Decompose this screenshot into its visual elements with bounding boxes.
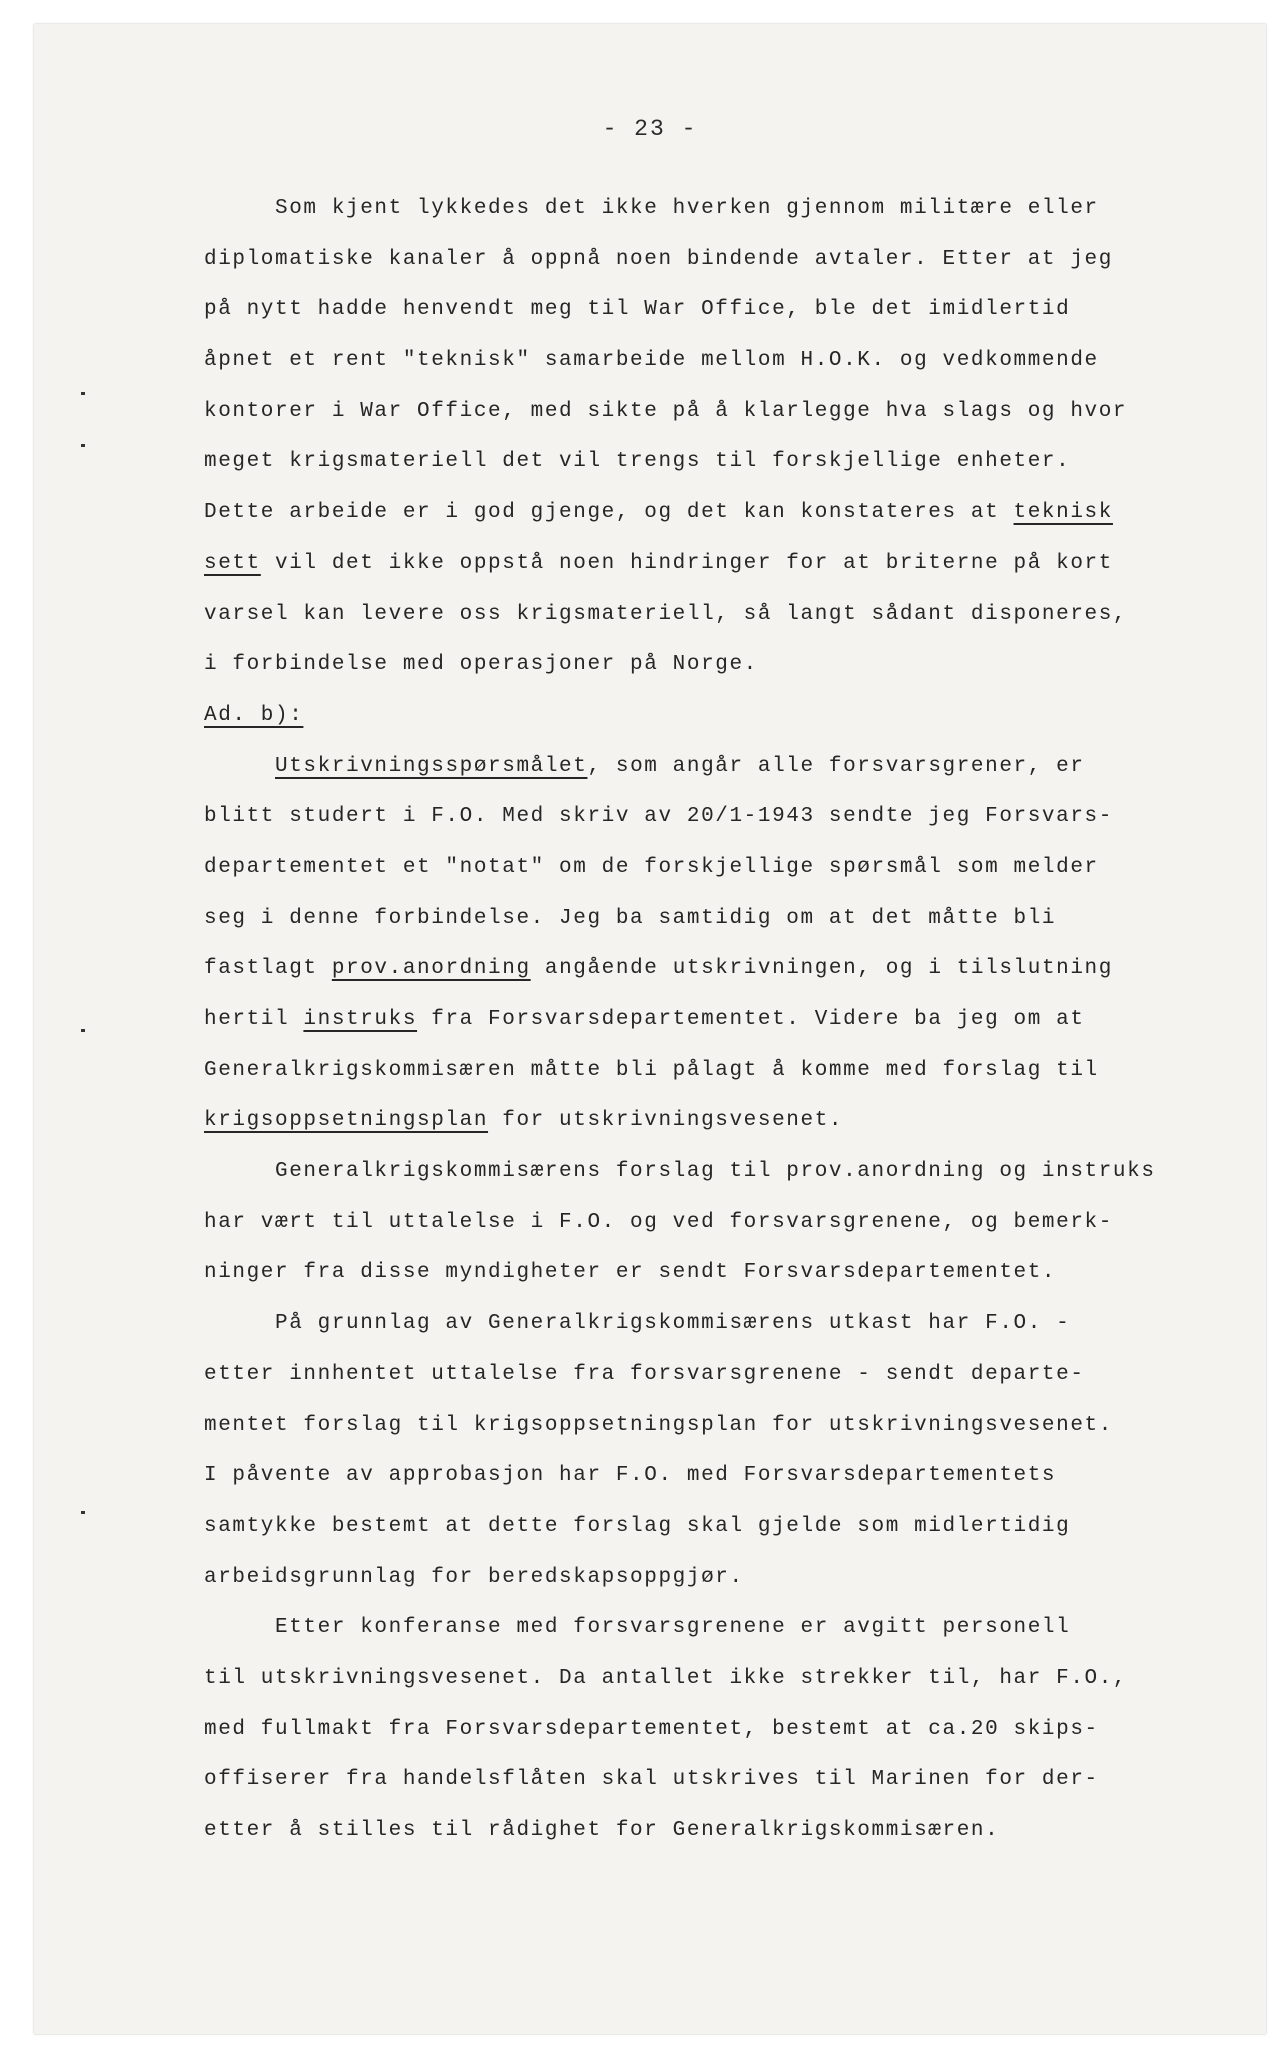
text-segment: fra Forsvarsdepartementet. Videre ba jeg om at (417, 1008, 1085, 1031)
text-segment: Generalkrigskommisæren måtte bli pålagt å komme med forslag til (204, 1058, 1099, 1082)
text-segment: med fullmakt fra Forsvarsdepartementet, bestemt at ca.20 skips- (204, 1717, 1099, 1741)
text-segment: hertil (204, 1008, 304, 1031)
text-segment: samtykke bestemt at dette forslag skal gjelde som midlertidig (204, 1514, 1071, 1538)
margin-mark (81, 1511, 85, 1514)
underlined-text: Ad. b): (204, 703, 304, 727)
text-line (204, 1451, 1234, 1502)
text-segment: kontorer i War Office, med sikte på å klarlegge hva slags og hvor (204, 399, 1128, 423)
underlined-text: Utskrivningsspørsmålet (275, 754, 588, 778)
underlined-text: sett (204, 551, 261, 575)
text-line (204, 437, 1234, 488)
text-line (204, 843, 1234, 894)
text-segment: ninger fra disse myndigheter er sendt Forsvarsdepartementet. (204, 1261, 1057, 1285)
text-segment: i forbindelse med operasjoner på Norge. (204, 653, 758, 677)
text-line (204, 1147, 1234, 1198)
underlined-text: teknisk (1013, 501, 1113, 525)
text-segment: åpnet et rent "teknisk" samarbeide mellom H.O.K. og vedkommende (204, 349, 1099, 373)
text-segment: arbeidsgrunnlag for beredskapsoppgjør. (204, 1565, 744, 1589)
margin-mark (81, 444, 85, 447)
text-segment: mentet forslag til krigsoppsetningsplan for utskrivningsvesenet. (204, 1413, 1113, 1437)
text-line (204, 1705, 1234, 1756)
text-segment (204, 755, 275, 778)
text-segment: for utskrivningsvesenet. (488, 1109, 844, 1133)
text-segment: på nytt hadde henvendt meg til War Office, ble det imidlertid (204, 298, 1071, 322)
text-line (204, 488, 1234, 539)
underlined-text: prov.anordning (331, 957, 531, 981)
text-segment: blitt studert i F.O. Med skriv av 20/1-1943 sendte jeg Forsvars- (204, 805, 1113, 829)
text-line (204, 1654, 1234, 1705)
page-number: - 23 - (602, 116, 698, 142)
text-segment: meget krigsmateriell det vil trengs til forskjellige enheter. (204, 450, 1071, 474)
text-segment: har vært til uttalelse i F.O. og ved forsvarsgrenene, og bemerk- (204, 1210, 1113, 1234)
text-line (204, 1350, 1234, 1401)
text-segment: til utskrivningsvesenet. Da antallet ikke strekker til, har F.O., (204, 1666, 1128, 1690)
text-segment: Etter konferanse med forsvarsgrenene er avgitt personell (204, 1616, 1071, 1640)
text-line (204, 894, 1234, 945)
text-segment: seg i denne forbindelse. Jeg ba samtidig om at det måtte bli (204, 906, 1057, 930)
text-segment: , som angår alle forsvarsgrener, er (587, 754, 1085, 778)
margin-mark (81, 392, 85, 395)
text-segment: fastlagt (204, 957, 332, 981)
text-line (204, 1553, 1234, 1604)
underlined-text: krigsoppsetningsplan (204, 1109, 489, 1133)
text-segment: angående utskrivningen, og i tilslutning (530, 957, 1113, 981)
text-segment: etter å stilles til rådighet for Generalkrigskommisæren. (204, 1819, 1000, 1842)
text-line (204, 285, 1234, 336)
text-segment: Som kjent lykkedes det ikke hverken gjennom militære eller (204, 197, 1099, 220)
text-line (204, 1755, 1234, 1806)
text-line (204, 336, 1234, 387)
text-segment: vil det ikke oppstå noen hindringer for at briterne på kort (260, 551, 1113, 575)
text-line (204, 1806, 1234, 1857)
document-page (34, 24, 1266, 2034)
text-line (204, 1046, 1234, 1097)
text-line (204, 1603, 1234, 1654)
text-segment: etter innhentet uttalelse fra forsvarsgrenene - sendt departe- (204, 1362, 1085, 1386)
text-segment: Dette arbeide er i god gjenge, og det kan konstateres at (204, 501, 1014, 525)
text-line (204, 1198, 1234, 1249)
typed-text-body (204, 184, 1234, 1857)
text-segment: departementet et "notat" om de forskjellige spørsmål som melder (204, 855, 1099, 879)
text-segment: varsel kan levere oss krigsmateriell, så langt sådant disponeres, (204, 602, 1128, 626)
text-line (204, 590, 1234, 641)
text-line (204, 1299, 1234, 1350)
text-segment: diplomatiske kanaler å oppnå noen bindende avtaler. Etter at jeg (204, 247, 1113, 271)
text-segment: offiserer fra handelsflåten skal utskrives til Marinen for der- (204, 1768, 1099, 1792)
text-line (204, 184, 1234, 235)
text-line (204, 235, 1234, 286)
text-line (204, 944, 1234, 995)
text-segment: På grunnlag av Generalkrigskommisærens utkast har F.O. - (204, 1312, 1071, 1336)
text-line (204, 640, 1234, 691)
text-line (204, 995, 1234, 1046)
text-line (204, 691, 1234, 742)
text-line (204, 1248, 1234, 1299)
margin-mark (81, 1029, 85, 1032)
text-line (204, 1502, 1234, 1553)
text-line (204, 742, 1234, 793)
text-line (204, 1096, 1234, 1147)
text-line (204, 792, 1234, 843)
text-line (204, 1401, 1234, 1452)
text-line (204, 539, 1234, 590)
text-segment: I påvente av approbasjon har F.O. med Forsvarsdepartementets (204, 1464, 1057, 1488)
text-line (204, 387, 1234, 438)
underlined-text: instruks (303, 1008, 418, 1031)
text-segment: Generalkrigskommisærens forslag til prov.anordning og instruks (204, 1160, 1156, 1184)
